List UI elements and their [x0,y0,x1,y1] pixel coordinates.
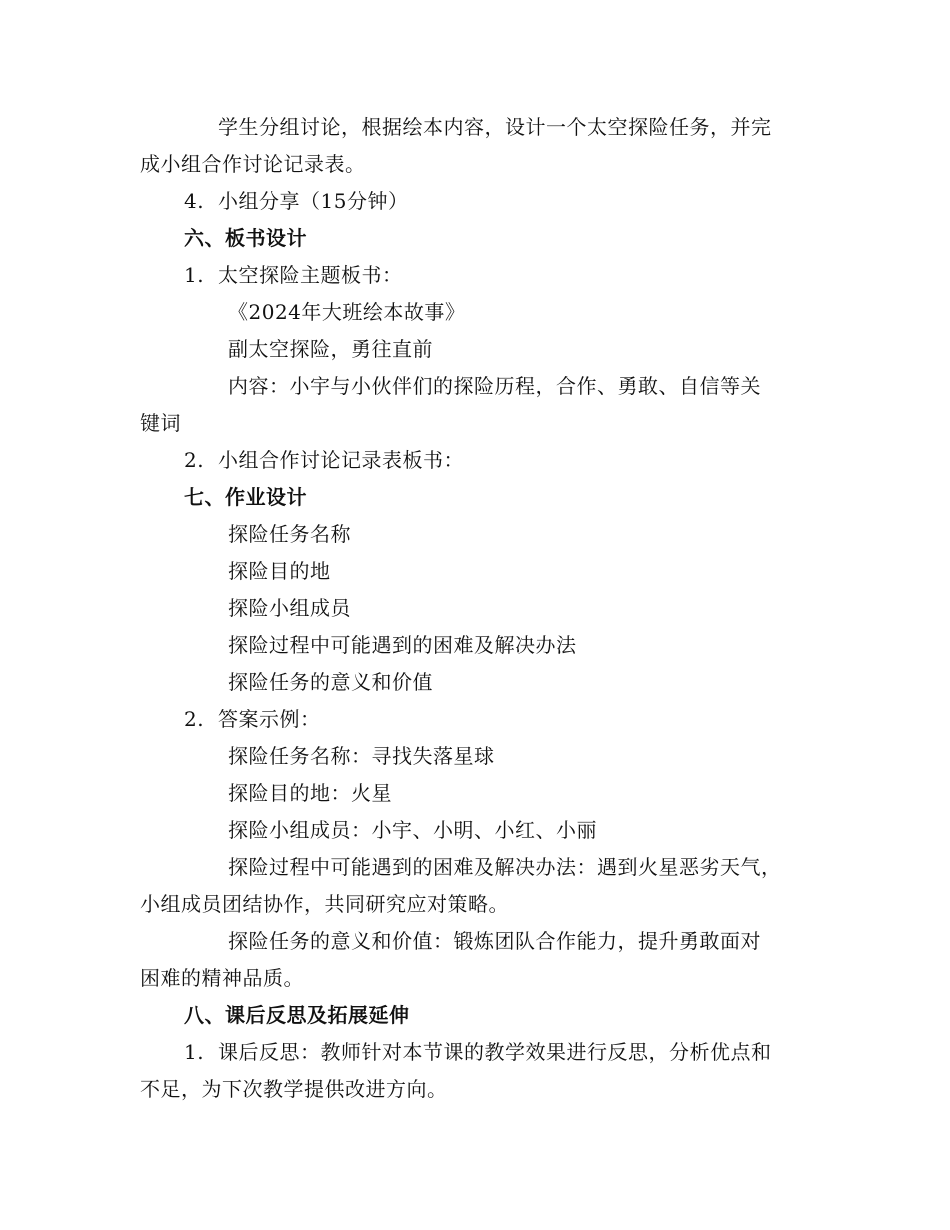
section-heading: 七、作业设计 [184,485,307,509]
section-heading: 六、板书设计 [184,226,307,250]
paragraph-line: 内容：小宇与小伙伴们的探险历程，合作、勇敢、自信等关 [228,374,761,398]
section-heading: 八、课后反思及拓展延伸 [184,1003,410,1027]
list-text: 太空探险主题板书： [218,263,403,287]
answer-line: 探险目的地：火星 [228,781,392,805]
list-text: 答案示例： [218,707,321,731]
list-number: 1. [184,1040,205,1064]
list-text: 小组合作讨论记录表板书： [218,448,464,472]
list-item [184,262,403,288]
list-item [184,447,464,473]
list-item [184,1039,772,1065]
homework-item: 探险任务名称 [228,522,351,546]
homework-item: 探险过程中可能遇到的困难及解决办法 [228,633,577,657]
homework-item: 探险任务的意义和价值 [228,670,433,694]
board-title: 《2024年大班绘本故事》 [228,300,466,324]
list-text: 课后反思：教师针对本节课的教学效果进行反思，分析优点和 [218,1040,772,1064]
answer-line: 探险任务的意义和价值：锻炼团队合作能力，提升勇敢面对 [228,929,761,953]
paragraph-line: 学生分组讨论，根据绘本内容，设计一个太空探险任务，并完 [218,115,772,139]
homework-item: 探险目的地 [228,559,331,583]
answer-line: 小组成员团结协作，共同研究应对策略。 [140,892,509,916]
homework-item: 探险小组成员 [228,596,351,620]
paragraph-line: 键词 [140,411,181,435]
list-number: 2. [184,707,205,731]
list-number: 2. [184,448,205,472]
list-text: 小组分享（15分钟） [218,189,409,213]
list-number: 4. [184,189,205,213]
answer-line: 探险过程中可能遇到的困难及解决办法：遇到火星恶劣天气， [228,855,782,879]
answer-line: 困难的精神品质。 [140,966,304,990]
paragraph-line: 成小组合作讨论记录表。 [140,152,366,176]
answer-line: 探险小组成员：小宇、小明、小红、小丽 [228,818,597,842]
answer-line: 探险任务名称：寻找失落星球 [228,744,495,768]
board-subtitle: 副太空探险，勇往直前 [228,337,433,361]
paragraph-line: 不足，为下次教学提供改进方向。 [140,1077,448,1101]
list-item [184,188,408,214]
list-item [184,706,321,732]
list-number: 1. [184,263,205,287]
